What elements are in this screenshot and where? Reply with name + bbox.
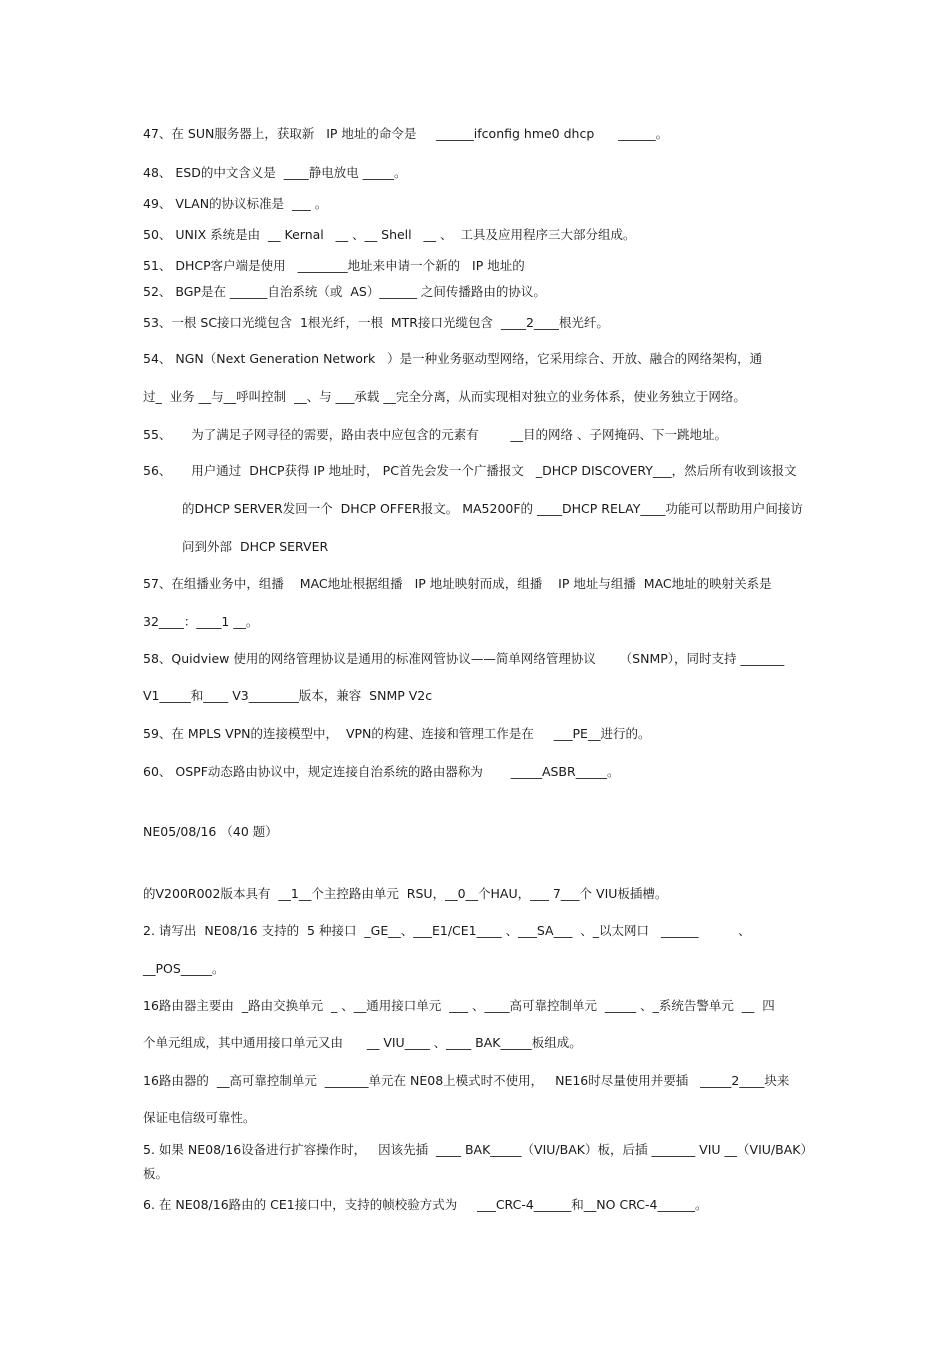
question-48: 48、 ESD的中文含义是 ____静电放电 _____。 [143,165,407,180]
ne-question-6: 6. 在 NE08/16路由的 CE1接口中，支持的帧校验方式为 ___CRC-4______和__NO CRC-4______。 [143,1197,708,1212]
question-56-line-1: 56、 用户通过 DHCP获得 IP 地址时， PC首先会发一个广播报文 _DHCP DISCOVERY___，然后所有收到该报文 [143,463,797,478]
question-47: 47、在 SUN服务器上，获取新 IP 地址的命令是 ______ifconfig hme0 dhcp ______。 [143,126,669,141]
question-58-line-2: V1_____和____ V3________版本，兼容 SNMP V2c [143,688,433,703]
question-56-line-3: 问到外部 DHCP SERVER [182,539,329,554]
ne-question-3-line-1: 16路由器主要由 _路由交换单元 _ 、__通用接口单元 ___ 、____高可靠控制单元 _____ 、_系统告警单元 __ 四 [143,998,775,1013]
ne-question-2-line-2: __POS_____。 [143,961,225,976]
ne-question-3-line-2: 个单元组成，其中通用接口单元又由 __ VIU____ 、____ BAK_____板组成。 [143,1035,582,1050]
question-57-line-1: 57、在组播业务中，组播 MAC地址根据组播 IP 地址映射而成，组播 IP 地址与组播 MAC地址的映射关系是 [143,576,772,591]
question-56-line-2: 的DHCP SERVER发回一个 DHCP OFFER报文。 MA5200F的 ____DHCP RELAY____功能可以帮助用户间接访 [182,501,803,516]
ne-question-5-line-2: 板。 [143,1166,169,1181]
question-52: 52、 BGP是在 ______自治系统（或 AS）______ 之间传播路由的协议。 [143,284,546,299]
question-55: 55、 为了满足子网寻径的需要，路由表中应包含的元素有 __目的网络 、子网掩码、下一跳地址。 [143,427,728,442]
ne-question-4-line-2: 保证电信级可靠性。 [143,1110,256,1125]
question-51: 51、 DHCP客户端是使用 ________地址来申请一个新的 IP 地址的 [143,258,525,273]
question-60: 60、 OSPF动态路由协议中，规定连接自治系统的路由器称为 _____ASBR_____。 [143,764,620,779]
ne-question-4-line-1: 16路由器的 __高可靠控制单元 _______单元在 NE08上模式时不使用， NE16时尽量使用并要插 _____2____块来 [143,1073,790,1088]
ne-question-5-line-1: 5. 如果 NE08/16设备进行扩容操作时， 因该先插 ____ BAK_____（VIU/BAK）板，后插 _______ VIU __（VIU/BAK） [143,1142,813,1157]
question-57-line-2: 32____：____1 __。 [143,614,259,629]
question-49: 49、 VLAN的协议标准是 ___ 。 [143,196,328,211]
question-53: 53、一根 SC接口光缆包含 1根光纤，一根 MTR接口光缆包含 ____2____根光纤。 [143,315,609,330]
section-heading: NE05/08/16 （40 题） [143,824,278,839]
question-54-line-2: 过_ 业务 __与__呼叫控制 __、与 ___承载 __完全分离，从而实现相对独立的业务体系，使业务独立于网络。 [143,389,746,404]
ne-question-2-line-1: 2. 请写出 NE08/16 支持的 5 种接口 _GE__、___E1/CE1____ 、___SA___ 、_以太网口 ______ 、 [143,923,751,938]
question-58-line-1: 58、Quidview 使用的网络管理协议是通用的标准网管协议——简单网络管理协议 （SNMP），同时支持 _______ [143,651,785,666]
ne-question-1: 的V200R002版本具有 __1__个主控路由单元 RSU，__0__个HAU，___ 7___个 VIU板插槽。 [143,886,668,901]
question-50: 50、 UNIX 系统是由 __ Kernal __ 、__ Shell __ 、 工具及应用程序三大部分组成。 [143,227,636,242]
question-59: 59、在 MPLS VPN的连接模型中， VPN的构建、连接和管理工作是在 ___PE__进行的。 [143,726,651,741]
question-54-line-1: 54、 NGN（Next Generation Network ）是一种业务驱动型网络，它采用综合、开放、融合的网络架构，通 [143,351,763,366]
